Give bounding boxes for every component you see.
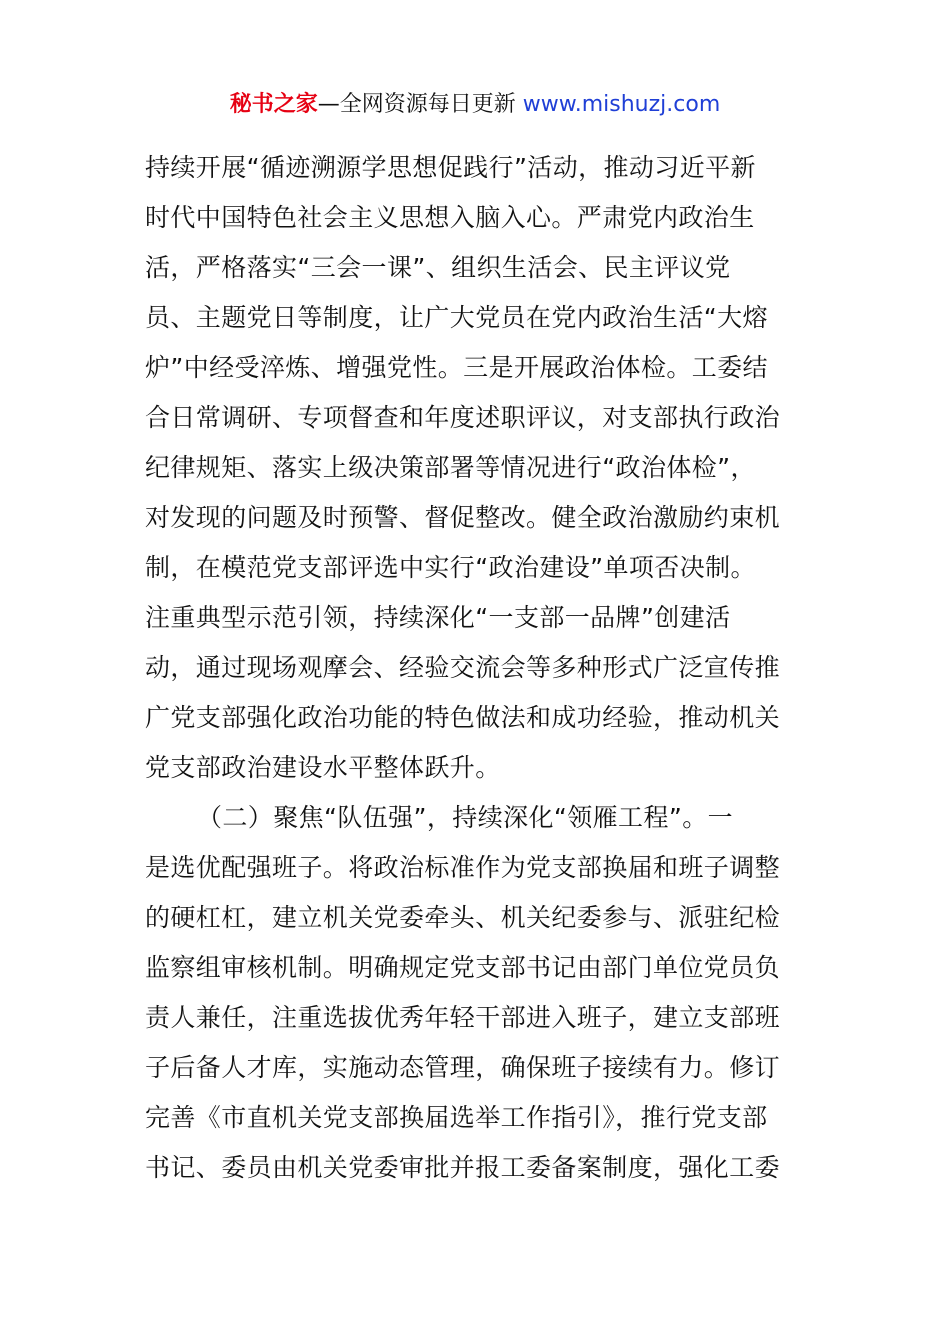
text-line: 合日常调研、专项督查和年度述职评议，对支部执行政治 (145, 403, 781, 432)
site-url-link[interactable]: www.mishuzj.com (522, 92, 721, 117)
text-line: 党支部政治建设水平整体跃升。 (145, 753, 501, 782)
text-line: 制，在模范党支部评选中实行“政治建设”单项否决制。 (145, 553, 756, 582)
text-line: 是选优配强班子。将政治标准作为党支部换届和班子调整 (145, 853, 781, 882)
text-line: 责人兼任，注重选拔优秀年轻干部进入班子，建立支部班 (145, 1003, 781, 1032)
header-tagline: —全网资源每日更新 (317, 92, 516, 117)
brand-name: 秘书之家 (229, 92, 318, 117)
site-header (0, 88, 950, 122)
text-line: 监察组审核机制。明确规定党支部书记由部门单位党员负 (145, 953, 781, 982)
text-line: 对发现的问题及时预警、督促整改。健全政治激励约束机 (145, 503, 781, 532)
text-line: 动，通过现场观摩会、经验交流会等多种形式广泛宣传推 (145, 653, 781, 682)
text-line: 纪律规矩、落实上级决策部署等情况进行“政治体检”， (145, 453, 756, 482)
text-line: 持续开展“循迹溯源学思想促践行”活动，推动习近平新 (145, 153, 756, 182)
text-line: 的硬杠杠，建立机关党委牵头、机关纪委参与、派驻纪检 (145, 903, 781, 932)
text-line: 炉”中经受淬炼、增强党性。三是开展政治体检。工委结 (145, 353, 768, 382)
text-line: 活，严格落实“三会一课”、组织生活会、民主评议党 (145, 253, 731, 282)
text-line: 书记、委员由机关党委审批并报工委备案制度，强化工委 (145, 1153, 781, 1182)
text-line: 时代中国特色社会主义思想入脑入心。严肃党内政治生 (145, 203, 755, 232)
text-line: 广党支部强化政治功能的特色做法和成功经验，推动机关 (145, 703, 781, 732)
text-line: 完善《市直机关党支部换届选举工作指引》，推行党支部 (145, 1103, 768, 1132)
section-heading-line: （二）聚焦“队伍强”，持续深化“领雁工程”。一 (197, 803, 734, 832)
text-line: 子后备人才库，实施动态管理，确保班子接续有力。修订 (145, 1053, 781, 1082)
document-body (145, 146, 815, 1196)
text-line: 员、主题党日等制度，让广大党员在党内政治生活“大熔 (145, 303, 768, 332)
text-line: 注重典型示范引领，持续深化“一支部一品牌”创建活 (145, 603, 731, 632)
